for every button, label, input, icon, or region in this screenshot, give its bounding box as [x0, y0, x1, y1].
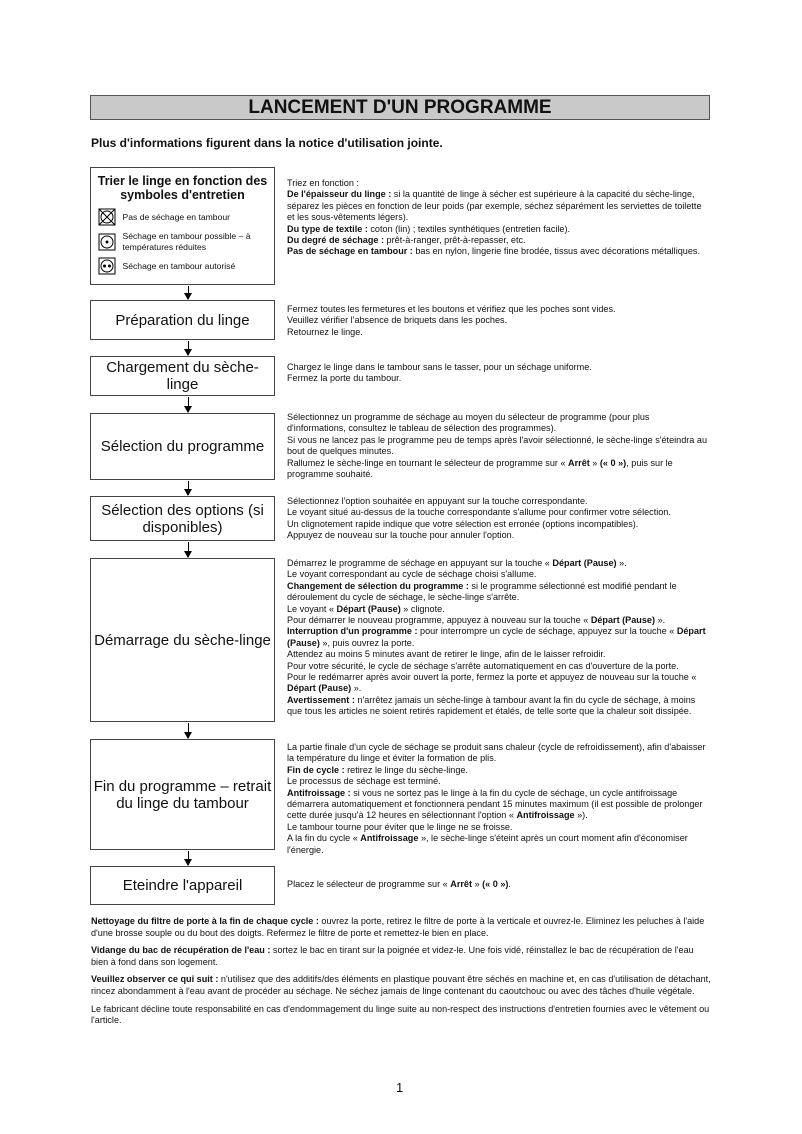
step-description [287, 362, 707, 385]
paragraph [287, 776, 707, 787]
paragraph [287, 742, 707, 765]
bold-text: Arrêt [450, 879, 472, 889]
down-arrow-icon [188, 723, 189, 738]
text: Le fabricant décline toute responsabilité en cas d'endommagement du linge suite au non-respect des instructions d'entretien fournies avec le vêtement ou l'article. [91, 1003, 710, 1026]
text: », puis ouvrez la porte. [319, 637, 415, 648]
paragraph [287, 519, 707, 530]
paragraph [91, 916, 711, 939]
bold-text: (« 0 ») [599, 457, 627, 468]
step-description [287, 304, 707, 338]
text: Placez le sélecteur de programme sur « [287, 879, 451, 889]
paragraph [287, 235, 707, 246]
tumble-dry-low-icon [98, 233, 116, 251]
paragraph [287, 649, 707, 660]
text: La partie finale d'un cycle de séchage se produit sans chaleur (cycle de refroidissement), afin d'abaisser la température du linge et éviter la formation de plis. [287, 742, 706, 764]
footer-notes [91, 916, 711, 1033]
text: ouvrez la porte, retirez le filtre de porte à la verticale et ouvrez-le. Eliminez les peluches à l'aide d'une brosse souple ou du bout des doigts. Refermez le filtre de porte et remettez-le bien en place. [91, 916, 705, 938]
care-symbol [98, 257, 268, 275]
text: Veuillez vérifier l'absence de briquets dans les poches. [287, 315, 508, 326]
bold-text: Fin de cycle : [287, 764, 345, 775]
step-description [287, 496, 707, 542]
step-box: Fin du programme – retrait du linge du tambour [90, 739, 275, 850]
text: Retournez le linge. [287, 326, 363, 337]
text: Démarrez le programme de séchage en appuyant sur la touche « [287, 558, 553, 568]
paragraph [287, 558, 707, 569]
step-box: Eteindre l'appareil [90, 866, 275, 905]
bold-text: Départ (Pause) [590, 615, 655, 626]
text: Le voyant « [287, 603, 337, 614]
text: n'arrêtez jamais un sèche-linge à tambour avant la fin du cycle de séchage, à moins que tous les articles ne soient retirés rapidement et étalés, de telle sorte que la chaleur soit dissipée. [287, 694, 696, 717]
text: Sélectionnez l'option souhaitée en appuyant sur la touche correspondante. [287, 496, 588, 506]
text: si la quantité de linge à sécher est supérieure à la capacité du sèche-linge, séparez les pièces en fonction de leur poids (par exemple, séchez séparément les serviettes de toilette et les sous-vêtements légers). [287, 189, 702, 223]
text: »). [574, 810, 588, 821]
paragraph [287, 246, 707, 257]
bold-text: Veuillez observer ce qui suit : [91, 974, 219, 985]
care-symbol-label: Pas de séchage en tambour [122, 211, 230, 222]
step-box: Préparation du linge [90, 300, 275, 340]
bold-text: Pas de séchage en tambour : [287, 246, 413, 257]
bold-text: Changement de sélection du programme : [287, 580, 469, 591]
paragraph [287, 765, 707, 776]
bold-text: Départ (Pause) [287, 626, 706, 648]
care-symbol [98, 231, 268, 252]
text: sortez le bac en tirant sur la poignée et videz-le. Une fois vidé, réinstallez le bac de récupération de l'eau bien à fond dans son logement. [91, 945, 694, 967]
subtitle: Plus d'informations figurent dans la notice d'utilisation jointe. [91, 136, 443, 150]
down-arrow-icon [188, 286, 189, 299]
text: si vous ne sortez pas le linge à la fin du cycle de séchage, un cycle antifroissage démarrera automatiquement et fonctionnera pendant 15 minutes maximum (il est possible de prolonger cette durée jusqu'à 12 heures en sélectionnant l'option « [287, 787, 703, 821]
care-symbol-label: Séchage en tambour autorisé [122, 260, 236, 271]
bold-text: De l'épaisseur du linge : [287, 189, 392, 200]
text: Fermez toutes les fermetures et les boutons et vérifiez que les poches sont vides. [287, 304, 616, 314]
text: Pour votre sécurité, le cycle de séchage s'arrête automatiquement en cas d'ouverture de la porte. [287, 660, 679, 671]
bold-text: Départ (Pause) [552, 558, 617, 568]
text: Rallumez le sèche-linge en tournant le sélecteur de programme sur « [287, 457, 569, 468]
text: Sélectionnez un programme de séchage au moyen du sélecteur de programme (pour plus d'informations, consultez le tableau de sélection des programmes). [287, 412, 650, 434]
paragraph [287, 833, 707, 856]
paragraph [287, 496, 707, 507]
step-box: Chargement du sèche-linge [90, 356, 275, 396]
care-symbol-label: Séchage en tambour possible – à températures réduites [122, 231, 251, 252]
bold-text: Antifroissage : [287, 787, 351, 798]
bold-text: Avertissement : [287, 694, 355, 705]
text: Un clignotement rapide indique que votre sélection est erronée (options incompatibles). [287, 518, 639, 529]
text: retirez le linge du sèche-linge. [344, 764, 468, 775]
paragraph [287, 412, 707, 435]
text: n'utilisez que des additifs/des éléments en plastique pouvant être séchés en machine et, en cas d'utilisation de détachant, rincez abondamment à l'eau avant de procéder au séchage. Ne séchez jamais de linge contenant du caoutchouc ou avec des tâches d'huile végétale. [91, 974, 711, 996]
paragraph [91, 945, 711, 968]
bold-text: Arrêt [568, 457, 590, 468]
text: ». [616, 558, 627, 568]
bold-text: Départ (Pause) [336, 603, 401, 614]
care-symbol [98, 208, 268, 226]
bold-text: Interruption d'un programme : [287, 626, 418, 637]
tumble-dry-normal-icon [98, 257, 116, 275]
step-description [287, 742, 707, 856]
bold-text: Vidange du bac de récupération de l'eau : [91, 945, 271, 956]
sort-title: Trier le linge en fonction des symboles d'entretien [97, 174, 268, 202]
paragraph [287, 569, 707, 580]
text: » [472, 879, 483, 889]
text: Le voyant situé au-dessus de la touche correspondante s'allume pour confirmer votre sélection. [287, 507, 671, 518]
text: . [508, 879, 511, 889]
paragraph [91, 974, 711, 997]
paragraph [287, 304, 707, 315]
bold-text: Antifroissage [516, 810, 575, 821]
bold-text: Du type de textile : [287, 223, 368, 234]
step-description [287, 558, 707, 718]
paragraph [287, 661, 707, 672]
paragraph [287, 788, 707, 822]
bold-text: Nettoyage du filtre de porte à la fin de chaque cycle : [91, 916, 319, 926]
bold-text: (« 0 ») [482, 879, 509, 889]
text: prêt-à-ranger, prêt-à-repasser, etc. [384, 235, 526, 246]
text: Triez en fonction : [287, 178, 359, 188]
text: bas en nylon, lingerie fine brodée, tissus avec décorations métalliques. [412, 246, 700, 257]
paragraph [287, 435, 707, 458]
down-arrow-icon [188, 851, 189, 865]
step-box [90, 167, 275, 285]
paragraph [287, 879, 707, 890]
step-box: Démarrage du sèche-linge [90, 558, 275, 722]
bold-text: Antifroissage [360, 833, 419, 844]
text: pour interrompre un cycle de séchage, appuyez sur la touche « [417, 626, 677, 637]
text: coton (lin) ; textiles synthétiques (entretien facile). [367, 223, 571, 234]
text: Le processus de séchage est terminé. [287, 776, 441, 787]
step-description [287, 178, 707, 258]
paragraph [287, 604, 707, 615]
down-arrow-icon [188, 542, 189, 557]
text: Le tambour tourne pour éviter que le linge ne se froisse. [287, 821, 513, 832]
paragraph [287, 224, 707, 235]
paragraph [287, 672, 707, 695]
paragraph [287, 458, 707, 481]
text: Si vous ne lancez pas le programme peu de temps après l'avoir sélectionné, le sèche-linge s'éteindra au bout de quelques minutes. [287, 434, 707, 457]
text: Pour démarrer le nouveau programme, appuyez à nouveau sur la touche « [287, 615, 591, 626]
paragraph [287, 373, 707, 384]
paragraph [287, 327, 707, 338]
page-number: 1 [396, 1080, 404, 1095]
paragraph [287, 615, 707, 626]
step-box: Sélection du programme [90, 413, 275, 480]
text: ». [351, 683, 362, 694]
paragraph [287, 507, 707, 518]
paragraph [287, 695, 707, 718]
paragraph [287, 530, 707, 541]
text: ». [655, 615, 666, 626]
text: Pour le redémarrer après avoir ouvert la porte, fermez la porte et appuyez de nouveau sur la touche « [287, 672, 697, 683]
paragraph [287, 315, 707, 326]
bold-text: Départ (Pause) [287, 683, 352, 694]
paragraph [287, 189, 707, 223]
paragraph [287, 822, 707, 833]
paragraph [287, 362, 707, 373]
paragraph [287, 178, 707, 189]
step-description [287, 879, 707, 890]
text: », le sèche-linge s'éteint après un court moment afin d'économiser l'énergie. [287, 833, 688, 855]
text: Chargez le linge dans le tambour sans le tasser, pour un séchage uniforme. [287, 362, 592, 372]
page-title: LANCEMENT D'UN PROGRAMME [90, 95, 710, 120]
down-arrow-icon [188, 481, 189, 495]
bold-text: Du degré de séchage : [287, 235, 385, 246]
step-description [287, 412, 707, 480]
paragraph [287, 581, 707, 604]
step-box: Sélection des options (si disponibles) [90, 496, 275, 541]
no-tumble-dry-icon [98, 208, 116, 226]
text: si le programme sélectionné est modifié pendant le déroulement du cycle de séchage, le sèche-linge s'arrête. [287, 580, 677, 603]
down-arrow-icon [188, 341, 189, 355]
text: A la fin du cycle « [287, 833, 361, 844]
text: Appuyez de nouveau sur la touche pour annuler l'option. [287, 530, 515, 541]
paragraph [287, 626, 707, 649]
text: » [589, 457, 600, 468]
text: Le voyant correspondant au cycle de séchage choisi s'allume. [287, 569, 537, 580]
text: » clignote. [400, 603, 445, 614]
text: Attendez au moins 5 minutes avant de retirer le linge, afin de le laisser refroidir. [287, 649, 606, 660]
text: Fermez la porte du tambour. [287, 373, 402, 384]
text: , puis sur le programme souhaité. [287, 457, 673, 480]
down-arrow-icon [188, 397, 189, 412]
paragraph [91, 1004, 711, 1027]
